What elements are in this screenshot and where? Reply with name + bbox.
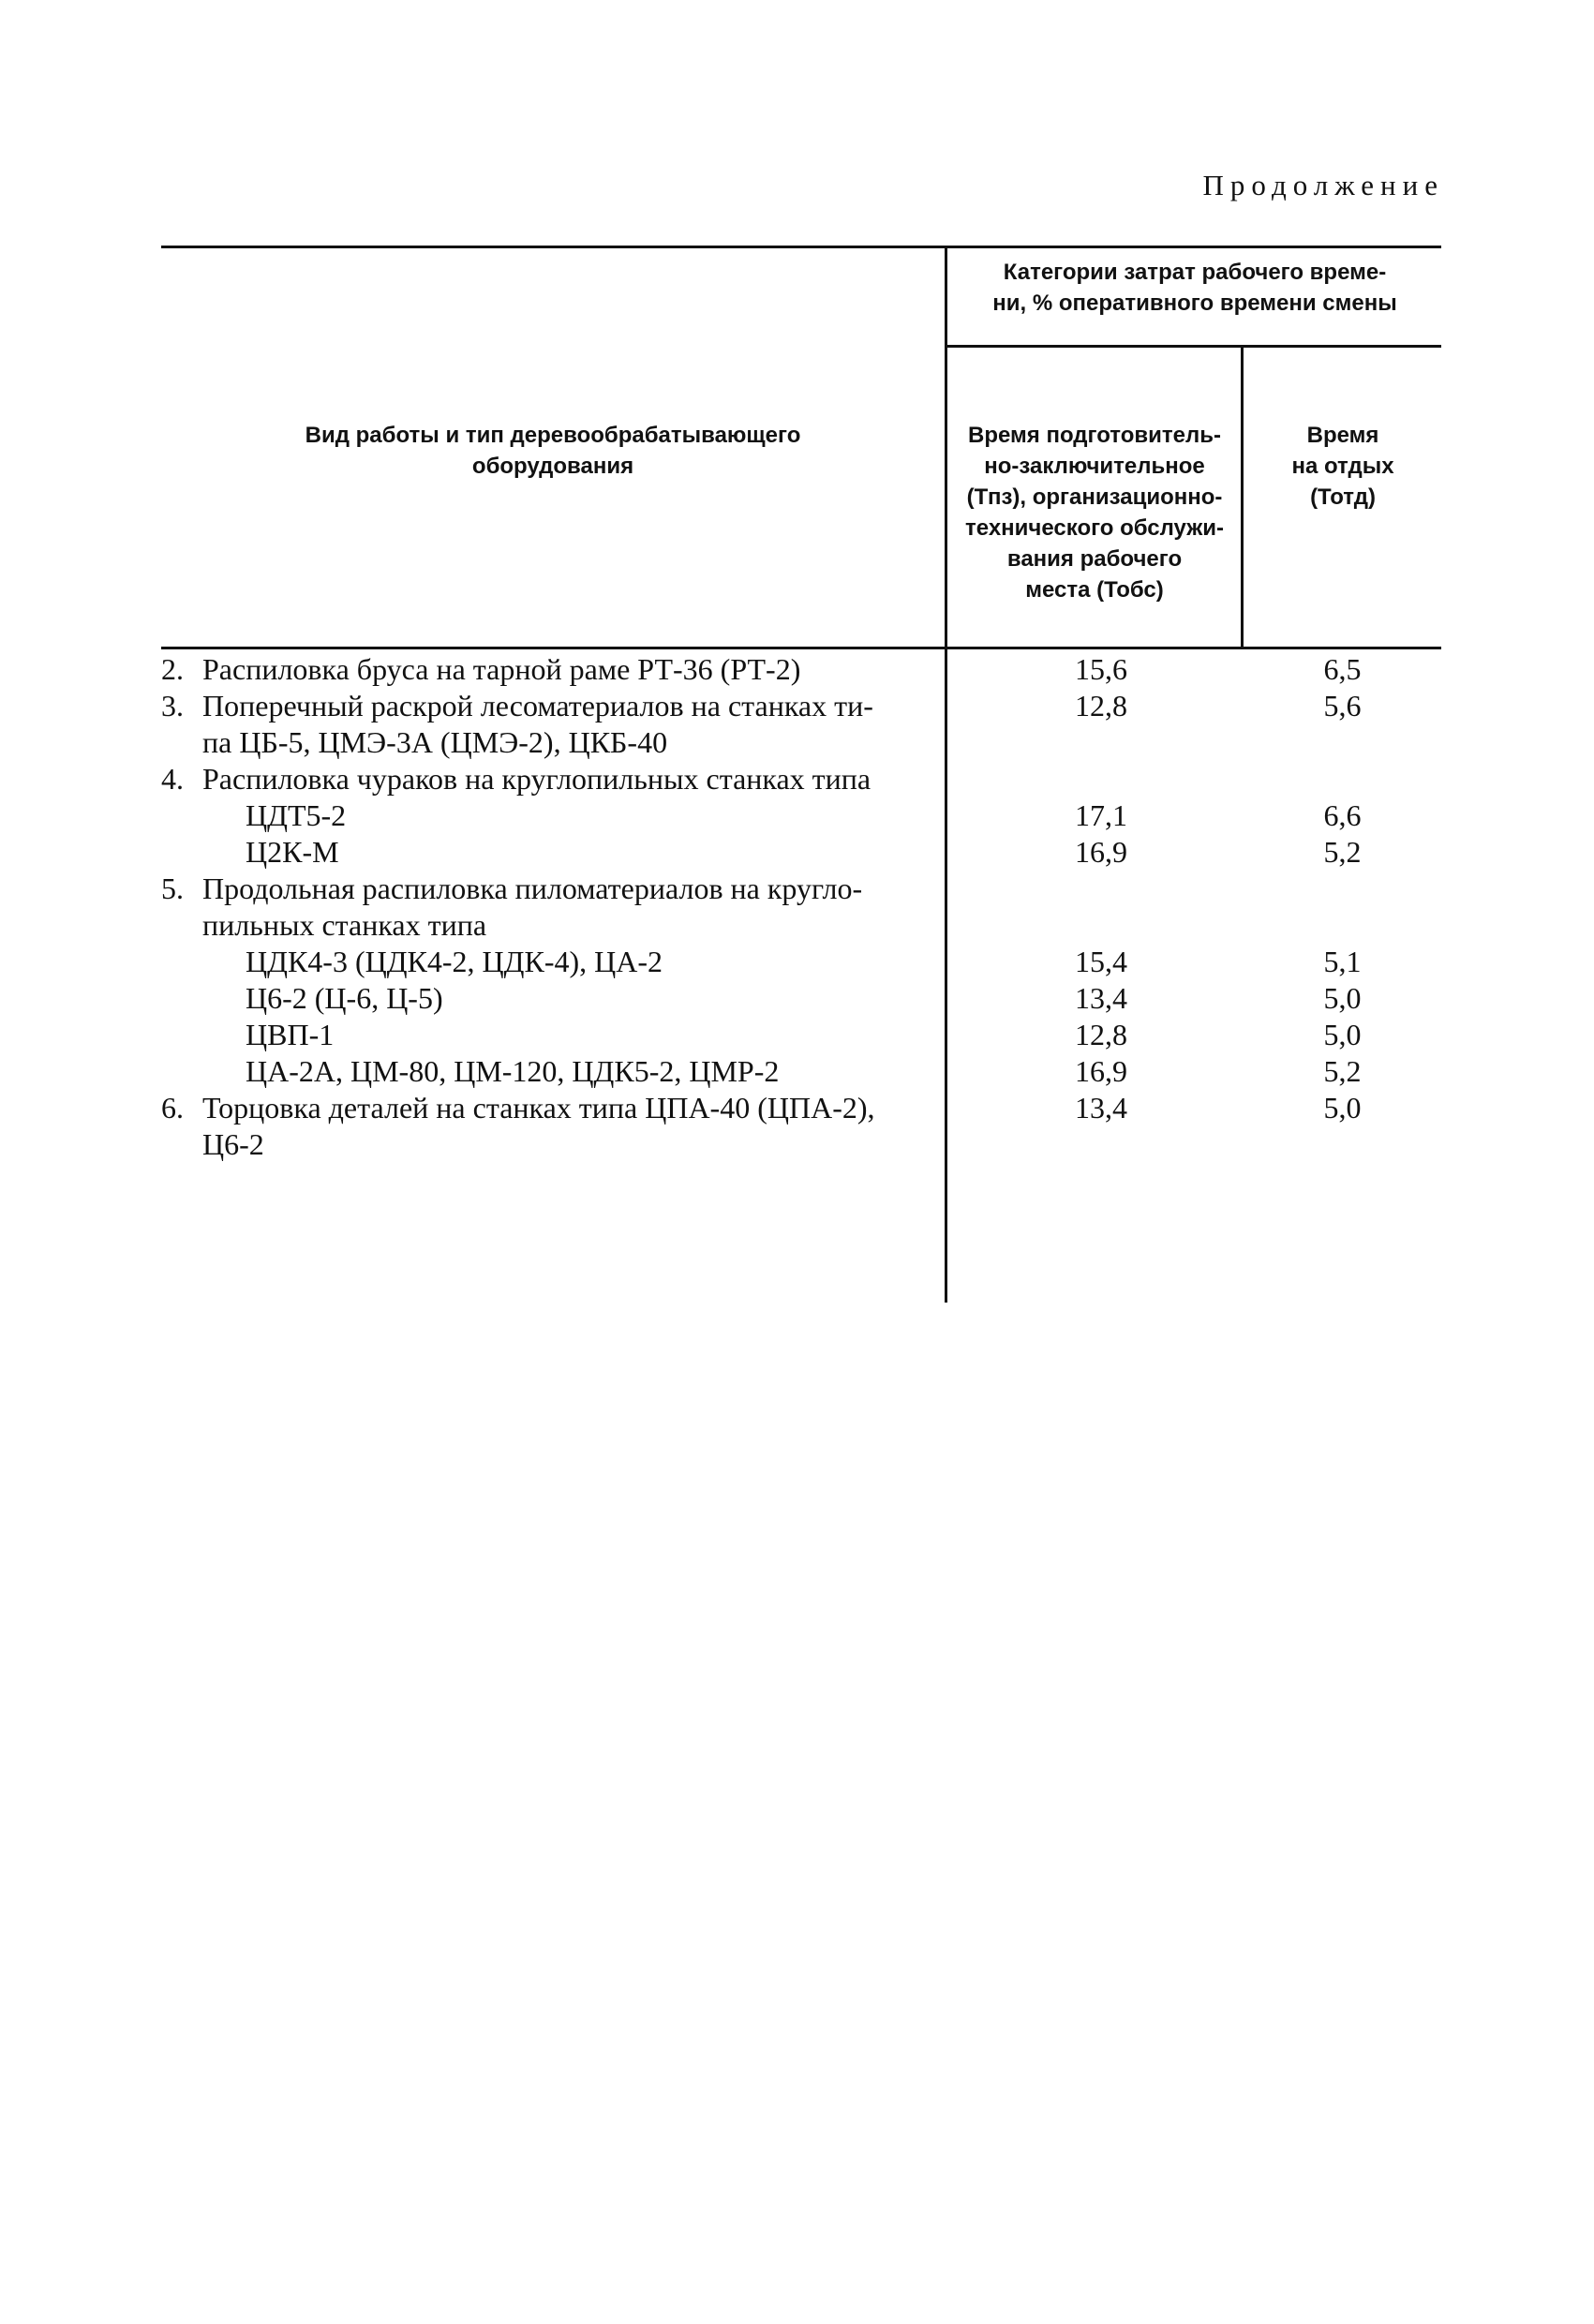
row-description: ЦВП-1 — [246, 1018, 335, 1051]
row-prep-value: 13,4 — [1075, 981, 1127, 1015]
row-description: Распиловка бруса на тарной раме РТ-36 (РТ-2) — [202, 652, 801, 686]
header-line: места (Тобс) — [1025, 577, 1164, 603]
row-rest-value: 5,2 — [1323, 835, 1362, 869]
row-description: Распиловка чураков на круглопильных станках типа — [202, 762, 871, 796]
header-line: (Тпз), организационно- — [966, 484, 1223, 510]
header-line: оборудования — [471, 454, 634, 479]
row-rest-value: 5,0 — [1323, 981, 1362, 1015]
header-time-categories — [948, 257, 1441, 319]
header-rest-time — [1244, 420, 1441, 513]
row-prep-value: 15,6 — [1075, 652, 1127, 686]
row-prep-value: 16,9 — [1075, 835, 1127, 869]
row-number: 3. — [161, 689, 184, 723]
row-number: 4. — [161, 762, 184, 796]
header-line: технического обслужи- — [965, 515, 1224, 541]
header-line: Вид работы и тип деревообрабатывающего — [305, 423, 801, 448]
row-prep-value: 12,8 — [1075, 689, 1127, 723]
row-prep-value: 15,4 — [1075, 945, 1127, 978]
header-prep-time — [948, 420, 1241, 605]
row-description-cont: па ЦБ-5, ЦМЭ-3А (ЦМЭ-2), ЦКБ-40 — [202, 725, 668, 759]
header-line: но-заключительное — [984, 454, 1205, 479]
group-header-rule — [946, 345, 1441, 348]
row-number: 6. — [161, 1091, 184, 1125]
row-prep-value: 13,4 — [1075, 1091, 1127, 1125]
row-description: Продольная распиловка пиломатериалов на кругло- — [202, 872, 863, 905]
header-line: на отдых — [1291, 454, 1394, 479]
header-work-type — [161, 420, 945, 482]
header-line: ни, % оперативного времени смены — [992, 290, 1397, 316]
row-description-cont: Ц6-2 — [202, 1127, 264, 1161]
row-prep-value: 17,1 — [1075, 798, 1127, 832]
header-line: Категории затрат рабочего време- — [1003, 260, 1387, 285]
row-description: ЦА-2А, ЦМ-80, ЦМ-120, ЦДК5-2, ЦМР-2 — [246, 1054, 780, 1088]
continuation-label: Продолжение — [1202, 169, 1444, 201]
row-rest-value: 5,1 — [1323, 945, 1362, 978]
row-number: 2. — [161, 652, 184, 686]
row-description-cont: пильных станках типа — [202, 908, 487, 942]
header-line: Время — [1306, 423, 1379, 448]
row-prep-value: 16,9 — [1075, 1054, 1127, 1088]
header-line: Время подготовитель- — [968, 423, 1221, 448]
header-bottom-rule — [161, 647, 1441, 649]
row-number: 5. — [161, 872, 184, 905]
header-line: вания рабочего — [1006, 546, 1183, 572]
row-rest-value: 5,6 — [1323, 689, 1362, 723]
row-description: Ц2К-М — [246, 835, 339, 869]
row-description: Ц6-2 (Ц-6, Ц-5) — [246, 981, 443, 1015]
column-divider-2 — [1241, 347, 1244, 647]
row-rest-value: 5,0 — [1323, 1091, 1362, 1125]
row-description: ЦДТ5-2 — [246, 798, 347, 832]
header-line: (Тотд) — [1310, 484, 1376, 510]
row-rest-value: 5,0 — [1323, 1018, 1362, 1051]
row-rest-value: 5,2 — [1323, 1054, 1362, 1088]
table-top-rule — [161, 246, 1441, 248]
row-description: Торцовка деталей на станках типа ЦПА-40 (ЦПА-2), — [202, 1091, 875, 1125]
row-description: ЦДК4-3 (ЦДК4-2, ЦДК-4), ЦА-2 — [246, 945, 663, 978]
column-divider-1 — [945, 246, 947, 1303]
row-description: Поперечный раскрой лесоматериалов на станках ти- — [202, 689, 873, 723]
row-rest-value: 6,5 — [1323, 652, 1362, 686]
row-rest-value: 6,6 — [1323, 798, 1362, 832]
row-prep-value: 12,8 — [1075, 1018, 1127, 1051]
